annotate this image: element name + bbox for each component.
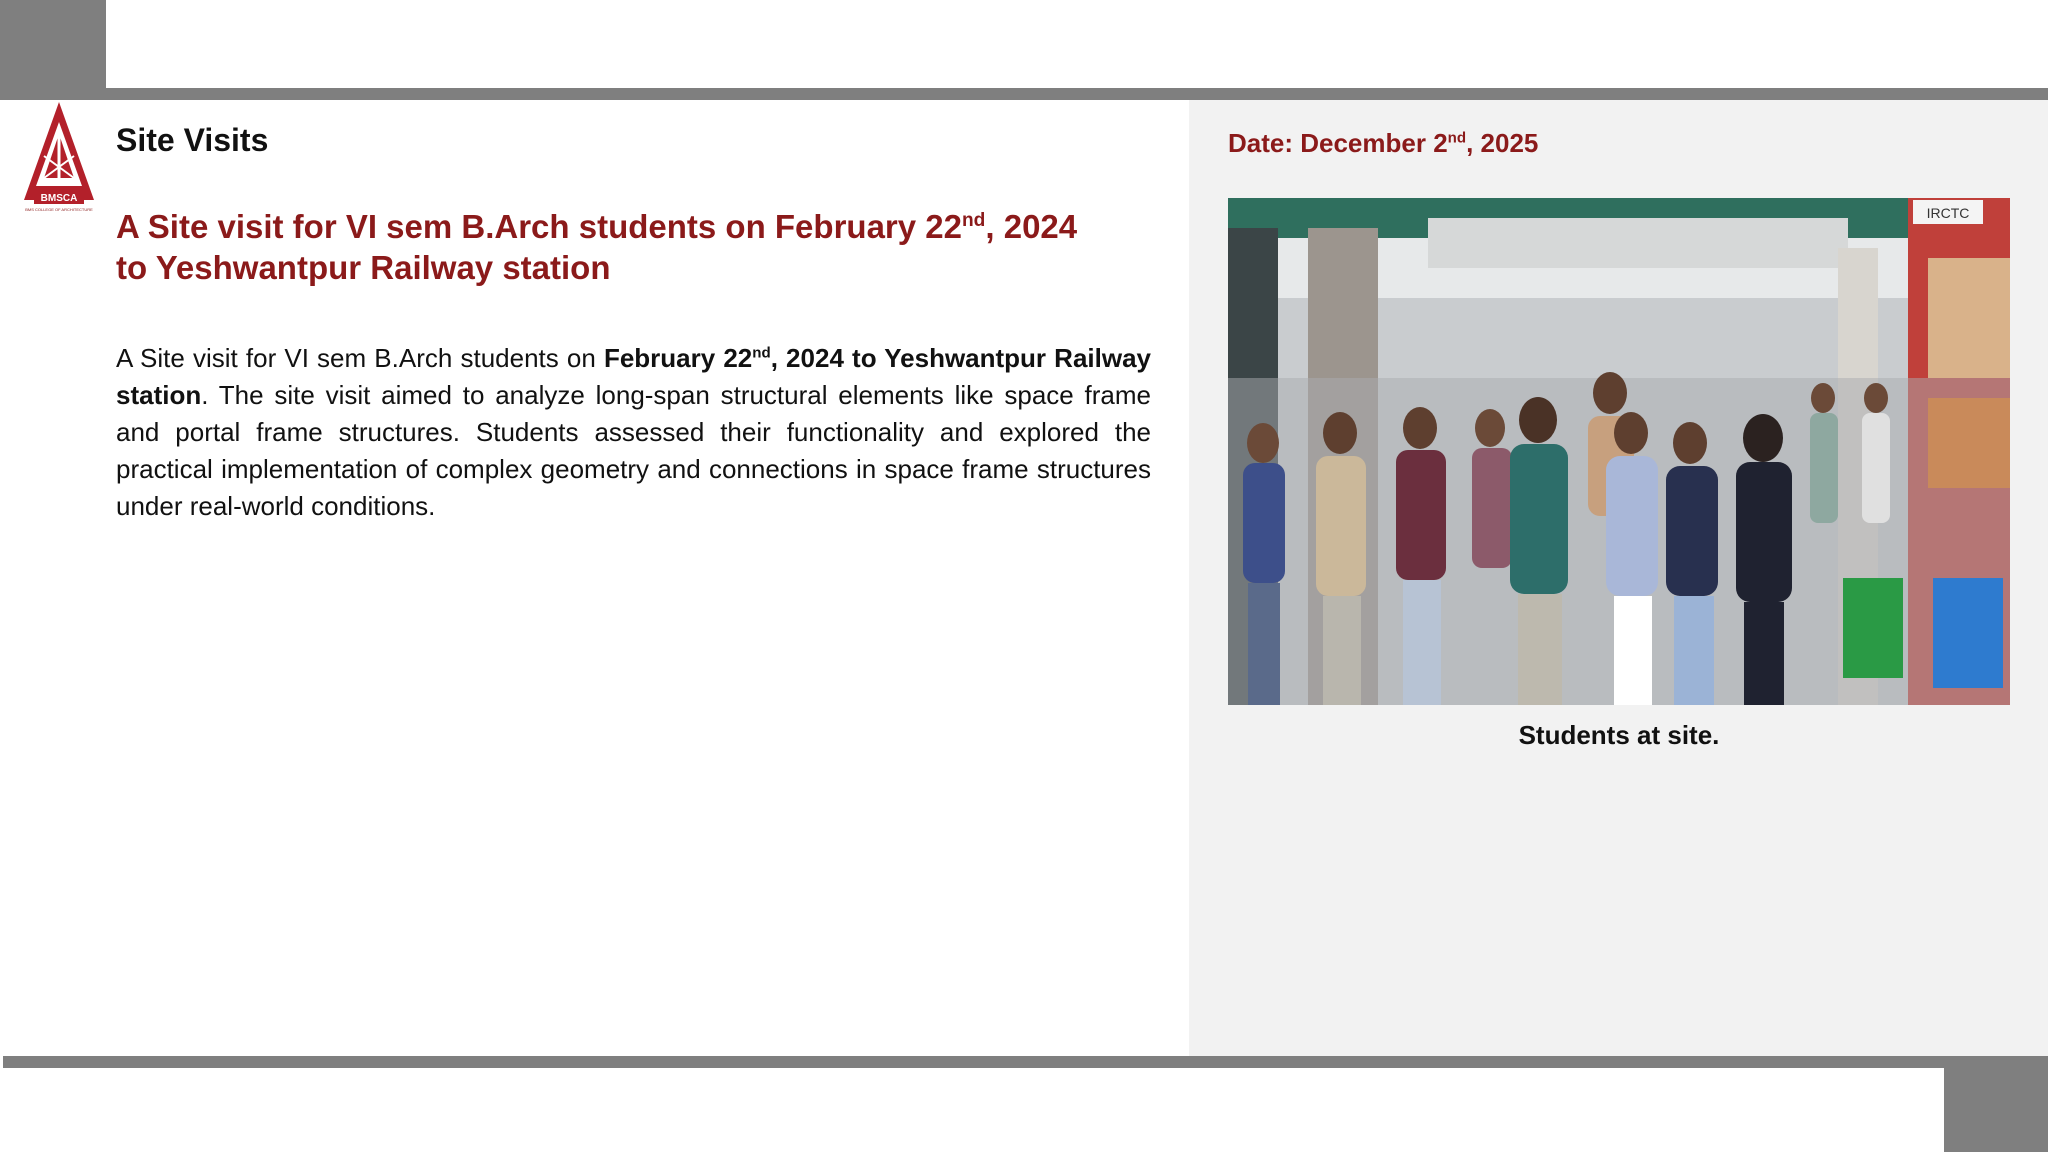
bottom-corner-block	[1944, 1068, 2048, 1152]
svg-text:BMS COLLEGE OF ARCHITECTURE: BMS COLLEGE OF ARCHITECTURE	[25, 207, 93, 212]
page-title: Site Visits	[116, 122, 269, 158]
top-rule	[0, 88, 2048, 100]
date-label: Date: December 2nd, 2025	[1228, 128, 1539, 158]
group-photo	[1228, 198, 2010, 705]
svg-text:IRCTC: IRCTC	[1926, 205, 1970, 221]
visit-description: A Site visit for VI sem B.Arch students on February 22nd, 2024 to Yeshwantpur Railway station. The site visit aimed to analyze long-span structural elements like space frame and portal frame structures. Students assessed their functionality and explored the practical implementation of complex geometry and connections in space frame structures under real-world conditions.	[116, 343, 1152, 521]
bottom-rule	[3, 1056, 2048, 1068]
bmsca-logo	[22, 100, 96, 214]
top-corner-block	[0, 0, 106, 88]
visit-heading: A Site visit for VI sem B.Arch students on February 22nd, 2024 to Yeshwantpur Railway station	[116, 208, 1078, 286]
photo-caption: Students at site.	[1518, 720, 1720, 750]
svg-text:BMSCA: BMSCA	[40, 193, 78, 204]
